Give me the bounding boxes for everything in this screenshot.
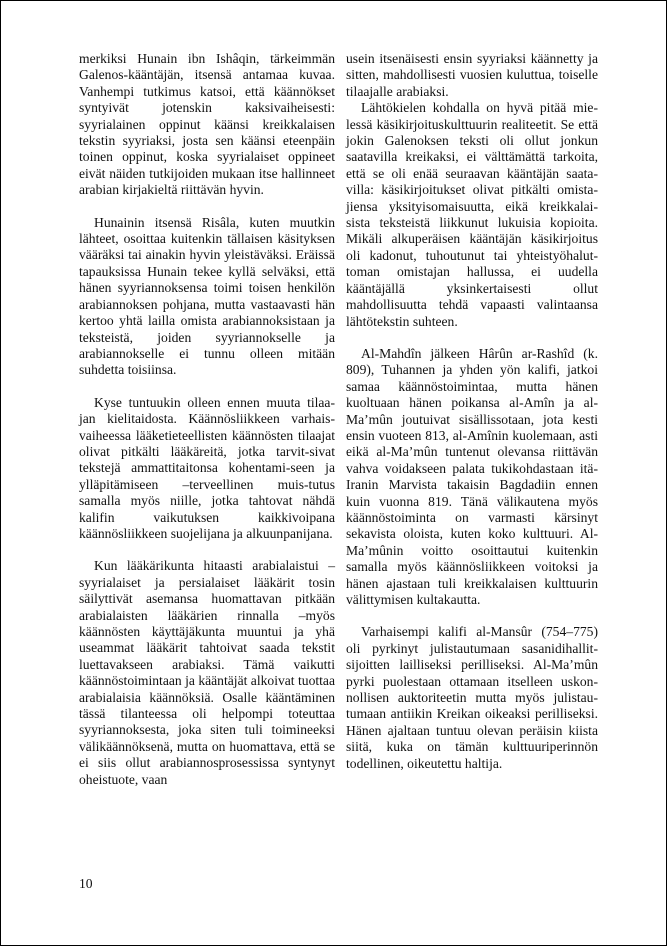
page-number: 10 (79, 876, 93, 891)
paragraph: Kyse tuntuukin olleen ennen muuta tilaa-jan kielitaidosta. Käännösliikkeen varhais-vaiheessa lääketieteellisten käännösten tilaajat olivat pitkälti lääkäreitä, jotka tarvit-sivat tekstejä ammattitaitonsa kohentami-seen ja ylläpitämiseen –terveellinen muis-tutus samalla myös niille, jotka tahtovat nähdä kalifin vaikutuksen kaikkivoipana käännösliikkeen suojelijana ja alkuunpanijana. (79, 394, 335, 541)
paragraph: Hunainin itsensä Risâla, kuten muutkin lähteet, osoittaa kuitenkin tällaisen käsityksen vääräksi tai ainakin hyvin yleistäväksi. Eräissä tapauksissa Hunain tekee kyllä selväksi, että hänen syyriannoksensa toimi toisen henkilön arabiannoksen pohjana, mutta vastaavasti hän kertoo yhtä lailla omista arabiannoksistaan ja teksteistä, joiden syyriannokselle ja arabiannokselle ei tunnu olleen mitään suhdetta toisiinsa. (79, 214, 335, 378)
paragraph: Lähtökielen kohdalla on hyvä pitää mielessä käsikirjoituskulttuurin realiteetit. Se että jokin Galenoksen teksti oli ollut jonkun saatavilla kreikaksi, ei välttämättä tarkoita, että se oli enää seuraavan kääntäjän saata-villa: käsikirjoitukset olivat pitkälti omista-jiensa yksityisomaisuutta, eikä kreikkalai-sista teksteistä liikkunut lukuisia kopioita. Mikäli alkuperäisen kääntäjän käsikirjoitus oli kadonut, tuhoutunut tai yhteistyöhalut-toman omistajan hallussa, ei uudella kääntäjällä yksinkertaisesti ollut mahdollisuutta tehdä vapaasti valintaansa lähtötekstin suhteen. (346, 100, 598, 329)
paragraph: merkiksi Hunain ibn Ishâqin, tärkeimmän Galenos-kääntäjän, itsensä antamaa kuvaa. Vanhempi tutkimus katsoi, että käännökset syntyivät jotenskin kaksivaiheisesti: syyrialainen oppinut käänsi kreikkalaisen tekstin syyriaksi, josta sen käänsi eteenpäin toinen oppinut, koska syyrialaiset oppineet eivät näiden tutkijoiden mukaan itse hallinneet arabian kirjakieltä riittävän hyvin. (79, 51, 335, 198)
paragraph: Al-Mahdîn jälkeen Hârûn ar-Rashîd (k. 809), Tuhannen ja yhden yön kalifi, jatkoi samaa käännöstoimintaa, mutta hänen kuoltuaan hänen poikansa al-Amîn ja al-Ma’mûn joutuivat sisällissotaan, jota kesti ensin vuoteen 813, al-Amînin kuolemaan, asti eikä al-Ma’mûn tuntenut olevansa riittävän vahva voidakseen palata tukikohdastaan itä-Iranin Marvista takaisin Bagdadiin ennen kuin vuonna 819. Tänä välikautena myös käännöstoiminta on varmasti kärsinyt sekavista oloista, kuten koko kulttuuri. Al-Ma’mûnin voitto osoittautui kuitenkin samalla myös käännösliikkeen voitoksi ja hänen ajastaan tuli kreikkalaisen kulttuurin välittymisen kultakautta. (346, 345, 598, 607)
paragraph: Kun lääkärikunta hitaasti arabialaistui –syyrialaiset ja persialaiset lääkärit tosin säilyttivät asemansa huomattavan pitkään arabialaisten lääkärien rinnalla –myös käännösten käyttäjäkunta muuntui ja yhä useammat lääkärit tahtoivat saada tekstit luettavakseen arabiaksi. Tämä vaikutti käännöstoimintaan ja kääntäjät alkoivat tuottaa arabialaisia käännöksiä. Osalle kääntäminen tässä tilanteessa oli helpompi toteuttaa syyriannoksesta, joka siten tuli toimineeksi välikäännöksenä, mutta on huomattava, että se ei siis ollut arabiannosprosessissa syntynyt oheistuote, vaan (79, 558, 335, 787)
left-column (79, 51, 335, 788)
paragraph: usein itsenäisesti ensin syyriaksi käännetty ja sitten, mahdollisesti vuosien kuluttua, toiselle tilaajalle arabiaksi. (346, 51, 598, 99)
right-column (346, 51, 598, 772)
paragraph: Varhaisempi kalifi al-Mansûr (754–775) oli pyrkinyt julistautumaan sasanidihallitsijoitten lailliseksi perilliseksi. Al-Ma’mûn pyrki puolestaan ottamaan itselleen uskonnollisen auktoriteetin mutta myös julistautumaan antiikin Kreikan oikeaksi perilliseksi. Hänen ajaltaan tuntuu olevan peräisin kiista siitä, kuka on tämän kulttuuriperinnön todellinen, oikeutettu haltija. (346, 624, 598, 771)
